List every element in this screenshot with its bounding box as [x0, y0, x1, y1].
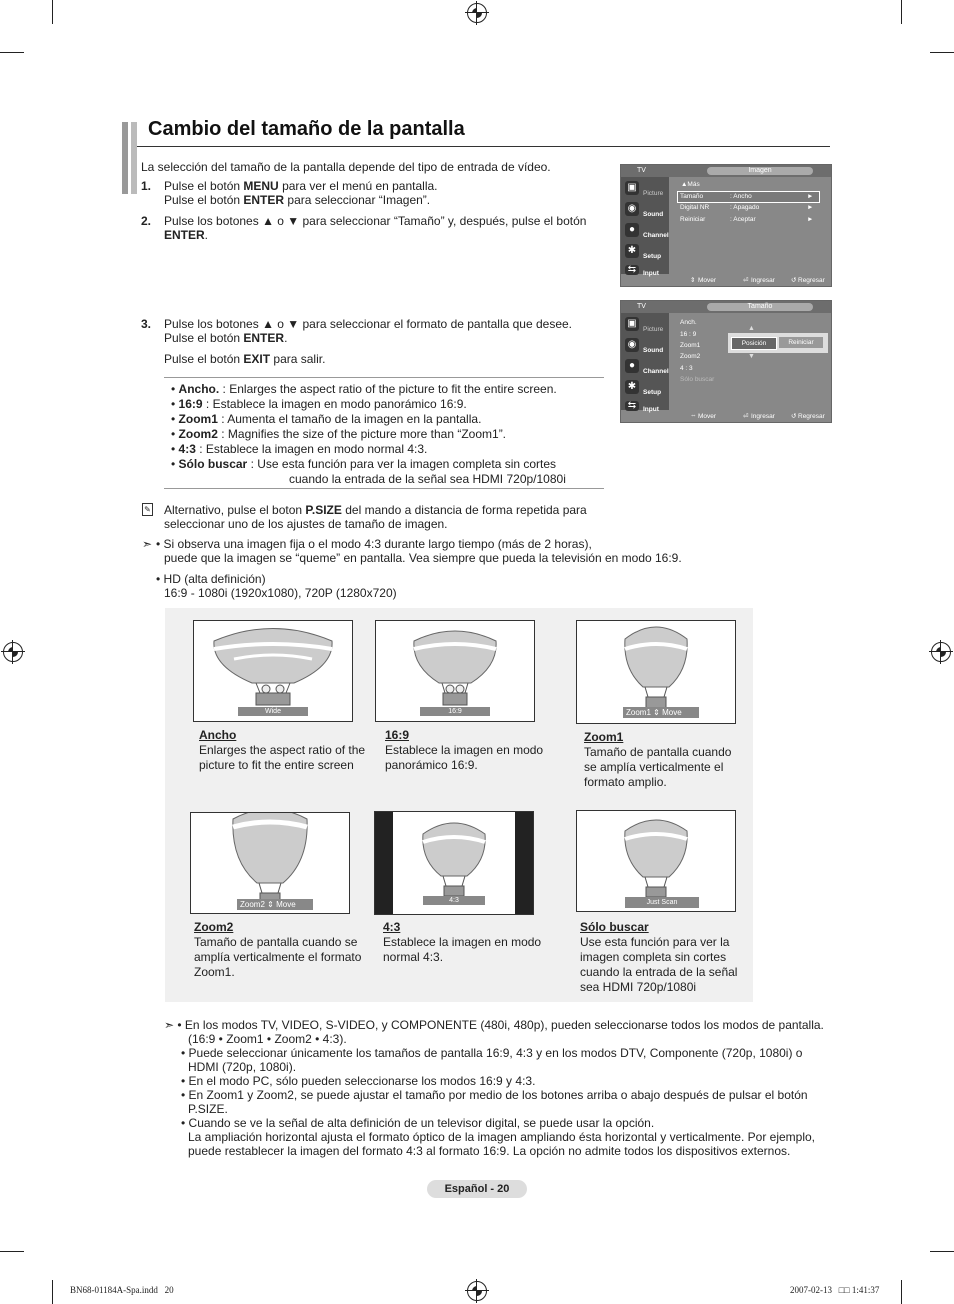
up-arrow-icon: ▲ [748, 325, 755, 332]
crop-mark [52, 1280, 53, 1304]
step2-line1: Pulse los botones ▲ o ▼ para seleccionar “Tamaño” y, después, pulse el botón [164, 214, 587, 228]
osd-popup [728, 325, 828, 360]
caption-title: 16:9 [385, 728, 410, 742]
zoom1-control: Zoom1 ⇕ Move [623, 707, 699, 718]
crop-mark [52, 0, 53, 24]
osd-size-option[interactable]: 4 : 3 [680, 365, 693, 372]
note-line: (16:9 • Zoom1 • Zoom2 • 4:3). [188, 1032, 347, 1046]
caption-desc: Use esta función para ver la imagen completa sin cortes cuando la entrada de la señal sea HDMI 720p/1080i [580, 935, 738, 994]
osd-sidebar-item-input[interactable]: ⇆ Input [623, 401, 667, 411]
osd-popup-posicion[interactable]: Posición [731, 337, 777, 350]
hd-note-line2: 16:9 - 1080i (1920x1080), 720P (1280x720) [164, 586, 397, 600]
slug-left: BN68-01184A-Spa.indd 20 [70, 1285, 174, 1295]
channel-icon: ● [625, 223, 639, 237]
osd-sidebar-item-setup[interactable]: ✱ Setup [623, 244, 667, 262]
osd-popup-reiniciar[interactable]: Reiniciar [779, 337, 823, 348]
illustration-16-9 [375, 620, 535, 722]
illustration-just-scan [576, 810, 736, 912]
crop-mark [901, 1280, 902, 1304]
osd-footer [669, 410, 831, 422]
osd-footer-move: Mover [698, 413, 717, 420]
title-rule [137, 146, 830, 147]
osd-size-option[interactable]: Anch. [680, 319, 697, 326]
osd-row-label[interactable]: Reiniciar [680, 216, 706, 223]
intro-text: La selección del tamaño de la pantalla depende del tipo de entrada de vídeo. [141, 160, 551, 174]
osd-size-option[interactable]: Zoom2 [680, 353, 701, 360]
list-item: • 16:9 : Establece la imagen en modo panorámico 16:9. [171, 397, 467, 411]
bullet-list [171, 382, 566, 486]
title-bar-decoration [122, 122, 128, 194]
return-icon: ↺ [791, 413, 797, 420]
setup-gear-icon: ✱ [625, 244, 639, 258]
page-number-badge: Español - 20 [427, 1180, 527, 1198]
down-arrow-icon: ▼ [748, 353, 755, 360]
step1-line2: Pulse el botón ENTER para seleccionar “Imagen”. [164, 193, 431, 207]
balloon-image [376, 621, 534, 721]
crop-mark [930, 1251, 954, 1252]
pillarbox-content [393, 812, 515, 914]
picture-icon: ▣ [625, 181, 639, 195]
note-line: • Puede seleccionar únicamente los tamaños de pantalla 16:9, 4:3 y en los modos DTV, Componente (720p, 1080i) o [181, 1046, 803, 1060]
osd-sidebar-item-channel[interactable]: ● Channel [623, 359, 667, 377]
crop-mark [901, 0, 902, 24]
osd-sidebar-item-sound[interactable]: ◉ Sound [623, 202, 667, 220]
up-down-icon: ⇕ [653, 708, 660, 717]
caption-wide [199, 728, 379, 773]
osd-size-option[interactable]: 16 : 9 [680, 331, 697, 338]
caption-title: Zoom2 [194, 920, 234, 934]
registration-mark-icon [931, 642, 951, 662]
registration-mark-icon [3, 642, 23, 662]
crop-mark [930, 52, 954, 53]
osd-row-value: : Ancho [730, 193, 752, 200]
arrow-right-icon: ► [807, 204, 814, 211]
note-line: La ampliación horizontal ajusta el formato óptico de la imagen ampliando ésta horizontal y verticalmente. Por ejemplo, [188, 1130, 816, 1144]
osd-row-value: : Apagado [730, 204, 760, 211]
balloon-image [577, 811, 735, 911]
osd-row-label[interactable]: Digital NR [680, 204, 710, 211]
return-icon: ↺ [791, 277, 797, 284]
illustration-wide [193, 620, 353, 722]
sound-icon: ◉ [625, 338, 639, 352]
osd-footer [669, 274, 831, 286]
note-line: • Cuando se ve la señal de alta definición de un televisor digital, se puede usar la opción. [181, 1116, 655, 1130]
caption-desc: Establece la imagen en modo panorámico 16:9. [385, 743, 544, 772]
caption-desc: Establece la imagen en modo normal 4:3. [383, 935, 542, 964]
caption-title: 4:3 [383, 920, 401, 934]
page-title: Cambio del tamaño de la pantalla [148, 118, 465, 140]
move-icon: ⇔ [690, 412, 697, 419]
bottom-notes [164, 1018, 834, 1158]
step3-line2: Pulse el botón ENTER. [164, 331, 288, 345]
osd-size-option[interactable]: Sólo buscar [680, 376, 715, 383]
caption-zoom2 [194, 920, 364, 980]
osd-footer-move: Mover [698, 277, 717, 284]
mode-label: 4:3 [423, 896, 485, 905]
osd-header [621, 165, 831, 177]
list-item: • 4:3 : Establece la imagen en modo normal 4:3. [171, 442, 428, 456]
bullet-box-top-rule [164, 377, 604, 378]
osd-row-more[interactable]: ▲Más [681, 181, 700, 188]
step-number: 2. [141, 214, 152, 228]
move-icon: ⇕ [690, 277, 696, 284]
title-bar-decoration [131, 122, 137, 194]
note-line: ➣ • En los modos TV, VIDEO, S-VIDEO, y COMPONENTE (480i, 480p), pueden seleccionarse todos los modos de pantalla. [164, 1018, 824, 1032]
osd-sidebar-item-sound[interactable]: ◉ Sound [623, 338, 667, 356]
balloon-image [191, 813, 349, 913]
osd-row-value: : Aceptar [730, 216, 756, 223]
setup-gear-icon: ✱ [625, 380, 639, 394]
caption-title: Zoom1 [584, 730, 624, 744]
burn-in-note-line2: puede que la imagen se “queme” en pantalla. Vea siempre que pueda la televisión en modo 16:9. [164, 551, 682, 565]
osd-header [621, 301, 831, 313]
osd-menu-imagen [620, 164, 832, 287]
osd-header-title: Imagen [707, 167, 813, 175]
caption-16-9 [385, 728, 555, 773]
list-item: • Ancho. : Enlarges the aspect ratio of the picture to fit the entire screen. [171, 382, 557, 396]
note-icon: ✎ [142, 503, 153, 516]
burn-in-note-line1: • Si observa una imagen fija o el modo 4:3 durante largo tiempo (más de 2 horas), [156, 537, 592, 551]
balloon-image [577, 621, 735, 721]
osd-sidebar [621, 177, 669, 277]
caption-desc: Tamaño de pantalla cuando se amplía verticalmente el formato amplio. [584, 745, 732, 789]
osd-sidebar-item-picture[interactable]: ▣ Picture [623, 317, 667, 335]
hd-note-line1: • HD (alta definición) [156, 572, 266, 586]
caption-desc: Tamaño de pantalla cuando se amplía verticalmente el formato Zoom1. [194, 935, 362, 979]
note-line: HDMI (720p, 1080i). [188, 1060, 297, 1074]
sound-icon: ◉ [625, 202, 639, 216]
osd-footer-enter: Ingresar [751, 413, 775, 420]
osd-footer-return: Regresar [798, 413, 825, 420]
step-number: 1. [141, 179, 152, 193]
osd-menu-tamano [620, 300, 832, 423]
osd-sidebar [621, 313, 669, 413]
step2-line2: ENTER. [164, 228, 209, 242]
mode-label: Wide [238, 707, 308, 716]
list-item: • Sólo buscar : Use esta función para ver la imagen completa sin cortes [171, 457, 557, 471]
caption-zoom1 [584, 730, 744, 790]
caption-4-3 [383, 920, 553, 965]
arrow-note-icon: ➣ [142, 537, 153, 551]
osd-sidebar-item-picture[interactable]: ▣ Picture [623, 181, 667, 199]
enter-icon: ⏎ [743, 277, 749, 284]
osd-sidebar-item-setup[interactable]: ✱ Setup [623, 380, 667, 398]
illustration-zoom2 [190, 812, 350, 914]
input-icon: ⇆ [625, 265, 639, 275]
picture-icon: ▣ [625, 317, 639, 331]
step-number: 3. [141, 317, 152, 331]
arrow-right-icon: ► [807, 216, 814, 223]
enter-icon: ⏎ [743, 413, 749, 420]
osd-footer-return: Regresar [798, 277, 825, 284]
illustration-zoom1 [576, 620, 736, 724]
step3-line1: Pulse los botones ▲ o ▼ para seleccionar el formato de pantalla que desee. [164, 317, 572, 331]
osd-footer-enter: Ingresar [751, 277, 775, 284]
registration-mark-icon [467, 3, 487, 23]
up-down-icon: ⇕ [267, 900, 274, 909]
step3-line3: Pulse el botón EXIT para salir. [164, 352, 326, 366]
zoom2-control: Zoom2 ⇕ Move [237, 899, 313, 910]
mode-label: Just Scan [625, 897, 699, 908]
crop-mark [0, 52, 24, 53]
crop-mark [0, 1251, 24, 1252]
slug-right: 2007-02-13 □□ 1:41:37 [790, 1285, 880, 1295]
note-line: • En el modo PC, sólo pueden seleccionarse los modos 16:9 y 4:3. [181, 1074, 536, 1088]
note-psize-line1: Alternativo, pulse el boton P.SIZE del mando a distancia de forma repetida para [164, 503, 587, 517]
caption-title: Sólo buscar [580, 920, 649, 934]
illustration-4-3 [374, 811, 534, 915]
note-line: • En Zoom1 y Zoom2, se puede ajustar el tamaño por medio de los botones arriba o abajo después de pulsar el botón [181, 1088, 808, 1102]
registration-mark-icon [467, 1281, 487, 1301]
note-line: P.SIZE. [188, 1102, 228, 1116]
arrow-right-icon: ► [807, 193, 814, 200]
osd-header-title: Tamaño [707, 303, 813, 311]
caption-desc: Enlarges the aspect ratio of the picture to fit the entire screen [199, 743, 366, 772]
channel-icon: ● [625, 359, 639, 373]
balloon-image [194, 621, 352, 721]
osd-sidebar-item-input[interactable]: ⇆ Input [623, 265, 667, 275]
list-item: • Zoom1 : Aumenta el tamaño de la imagen en la pantalla. [171, 412, 482, 426]
step1-line1: Pulse el botón MENU para ver el menú en pantalla. [164, 179, 438, 193]
screen-size-illustrations [165, 608, 753, 1002]
osd-tv-label: TV [637, 303, 646, 310]
note-psize-line2: seleccionar uno de los ajustes de tamaño de imagen. [164, 517, 448, 531]
caption-title: Ancho [199, 728, 237, 742]
caption-just-scan [580, 920, 745, 995]
osd-row-label: Tamaño [680, 193, 704, 200]
osd-tv-label: TV [637, 167, 646, 174]
bullet-box-bottom-rule [164, 488, 604, 489]
list-item: • Zoom2 : Magnifies the size of the picture more than “Zoom1”. [171, 427, 507, 441]
osd-sidebar-item-channel[interactable]: ● Channel [623, 223, 667, 241]
input-icon: ⇆ [625, 401, 639, 411]
mode-label: 16:9 [420, 707, 490, 716]
osd-size-option[interactable]: Zoom1 [680, 342, 701, 349]
list-item-continuation: cuando la entrada de la señal sea HDMI 720p/1080i [289, 472, 566, 486]
note-line: puede restablecer la imagen del formato 4:3 al formato 16:9. La opción no admite todos los dispositivos externos. [188, 1144, 791, 1158]
